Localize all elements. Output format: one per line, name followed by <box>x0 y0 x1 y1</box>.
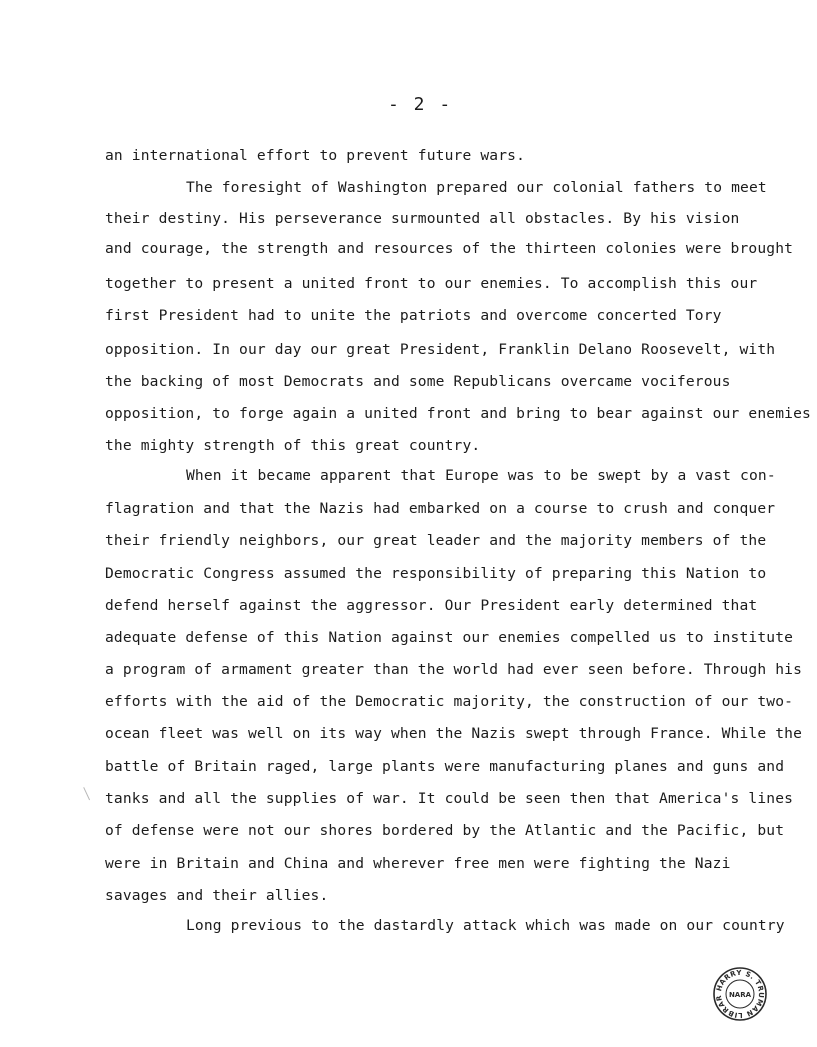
library-stamp <box>712 966 768 1022</box>
text-line: an international effort to prevent future wars. <box>105 147 526 164</box>
text-line: a program of armament greater than the world had ever seen before. Through his <box>105 661 803 678</box>
text-line: The foresight of Washington prepared our colonial fathers to meet <box>186 179 767 196</box>
margin-pencil-mark <box>83 786 93 800</box>
library-seal-icon <box>712 966 768 1022</box>
text-line: ocean fleet was well on its way when the Nazis swept through France. While the <box>105 725 803 742</box>
text-line: first President had to unite the patriots and overcome concerted Tory <box>105 307 722 324</box>
text-line: savages and their allies. <box>105 887 329 904</box>
text-line: flagration and that the Nazis had embarked on a course to crush and conquer <box>105 500 776 517</box>
text-line: Long previous to the dastardly attack which was made on our country <box>186 917 785 934</box>
text-line: of defense were not our shores bordered by the Atlantic and the Pacific, but <box>105 822 785 839</box>
text-line: their destiny. His perseverance surmounted all obstacles. By his vision <box>105 210 740 227</box>
stamp-center-text: NARA <box>728 991 752 999</box>
text-line: defend herself against the aggressor. Our President early determined that <box>105 597 758 614</box>
text-line: When it became apparent that Europe was to be swept by a vast con- <box>186 467 776 484</box>
text-line: opposition. In our day our great President, Franklin Delano Roosevelt, with <box>105 341 776 358</box>
text-line: the mighty strength of this great country. <box>105 437 481 454</box>
text-line: tanks and all the supplies of war. It could be seen then that America's lines <box>105 790 794 807</box>
text-line: adequate defense of this Nation against our enemies compelled us to institute <box>105 629 794 646</box>
text-line: battle of Britain raged, large plants were manufacturing planes and guns and <box>105 758 785 775</box>
text-line: were in Britain and China and wherever free men were fighting the Nazi <box>105 855 731 872</box>
text-line: and courage, the strength and resources of the thirteen colonies were brought <box>105 240 794 257</box>
text-line: together to present a united front to our enemies. To accomplish this our <box>105 275 758 292</box>
page-number: - 2 - <box>388 94 453 115</box>
stamp-ring-text: HARRY S. TRUMAN LIBRAR <box>714 968 766 1020</box>
text-line: Democratic Congress assumed the responsibility of preparing this Nation to <box>105 565 767 582</box>
text-line: efforts with the aid of the Democratic majority, the construction of our two- <box>105 693 794 710</box>
text-line: their friendly neighbors, our great leader and the majority members of the <box>105 532 767 549</box>
text-line: opposition, to forge again a united front and bring to bear against our enemies <box>105 405 811 422</box>
text-line: the backing of most Democrats and some Republicans overcame vociferous <box>105 373 731 390</box>
